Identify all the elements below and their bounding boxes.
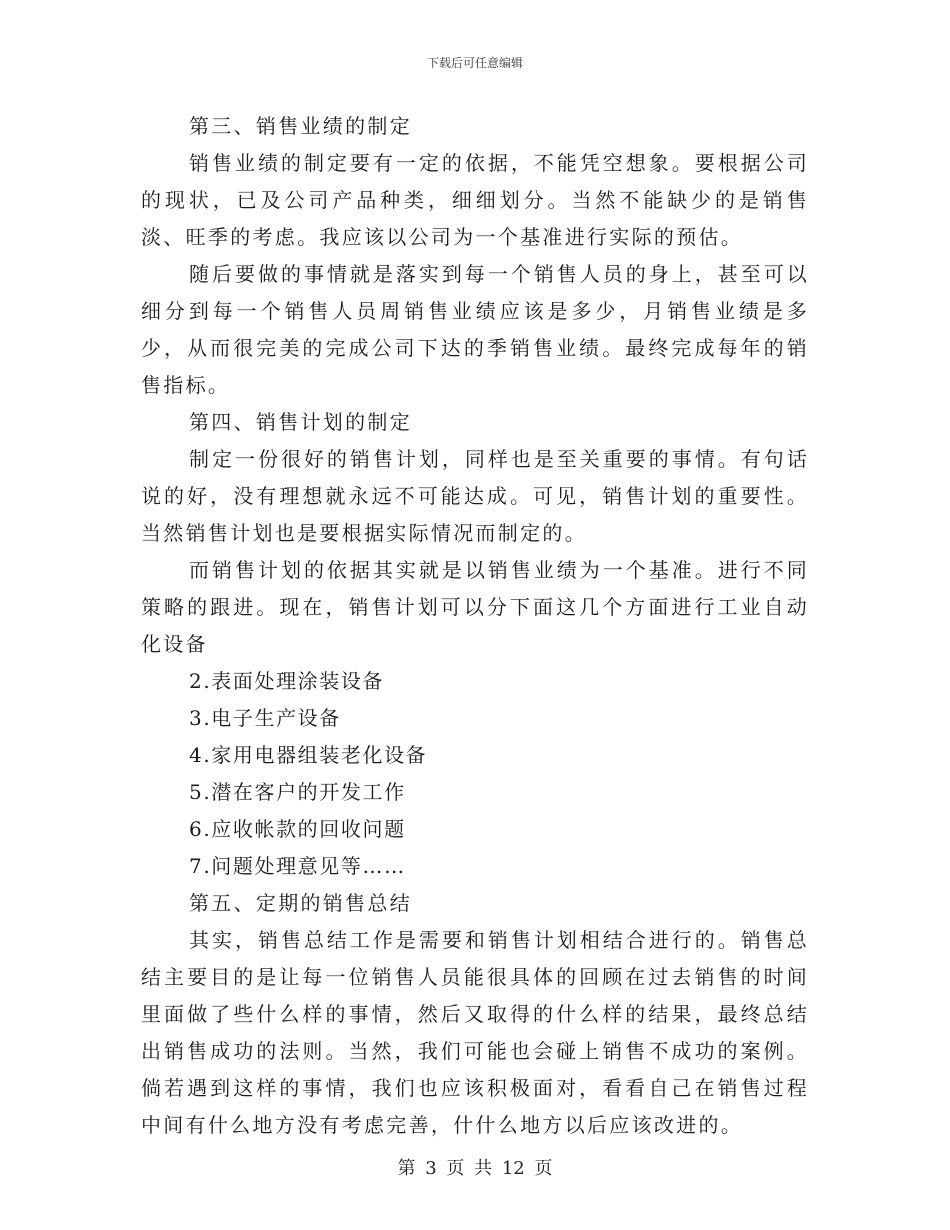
section-heading-3: 第三、销售业绩的制定 bbox=[189, 114, 412, 138]
section-heading-5: 第五、定期的销售总结 bbox=[189, 891, 412, 915]
list-item: 4.家用电器组装老化设备 bbox=[189, 743, 428, 767]
document-body bbox=[141, 108, 809, 1144]
page-header: 下载后可任意编辑 bbox=[426, 56, 523, 70]
list-item: 2.表面处理涂装设备 bbox=[189, 669, 385, 693]
paragraph: 随后要做的事情就是落实到每一个销售人员的身上，甚至可以细分到每一个销售人员周销售业绩应该是多少，月销售业绩是多少，从而很完美的完成公司下达的季销售业绩。最终完成每年的销售指标。 bbox=[141, 262, 809, 397]
numbered-list bbox=[141, 663, 809, 885]
list-item: 5.潜在客户的开发工作 bbox=[189, 780, 406, 804]
paragraph: 其实，销售总结工作是需要和销售计划相结合进行的。销售总结主要目的是让每一位销售人员能很具体的回顾在过去销售的时间里面做了些什么样的事情，然后又取得的什么样的结果，最终总结出销售成功的法则。当然，我们可能也会碰上销售不成功的案例。倘若遇到这样的事情，我们也应该积极面对，看看自己在销售过程中间有什么地方没有考虑完善，什什么地方以后应该改进的。 bbox=[141, 928, 809, 1137]
paragraph: 制定一份很好的销售计划，同样也是至关重要的事情。有句话说的好，没有理想就永远不可能达成。可见，销售计划的重要性。当然销售计划也是要根据实际情况而制定的。 bbox=[141, 447, 809, 545]
section-heading-4: 第四、销售计划的制定 bbox=[189, 410, 412, 434]
list-item: 6.应收帐款的回收问题 bbox=[189, 817, 406, 841]
list-item: 3.电子生产设备 bbox=[189, 706, 341, 730]
page-footer: 第 3 页 共 12 页 bbox=[397, 1158, 553, 1179]
paragraph: 而销售计划的依据其实就是以销售业绩为一个基准。进行不同策略的跟进。现在，销售计划可以分下面这几个方面进行工业自动化设备 bbox=[141, 558, 809, 656]
paragraph: 销售业绩的制定要有一定的依据，不能凭空想象。要根据公司的现状，已及公司产品种类，细细划分。当然不能缺少的是销售淡、旺季的考虑。我应该以公司为一个基准进行实际的预估。 bbox=[141, 151, 809, 249]
list-item: 7.问题处理意见等…… bbox=[189, 854, 406, 878]
